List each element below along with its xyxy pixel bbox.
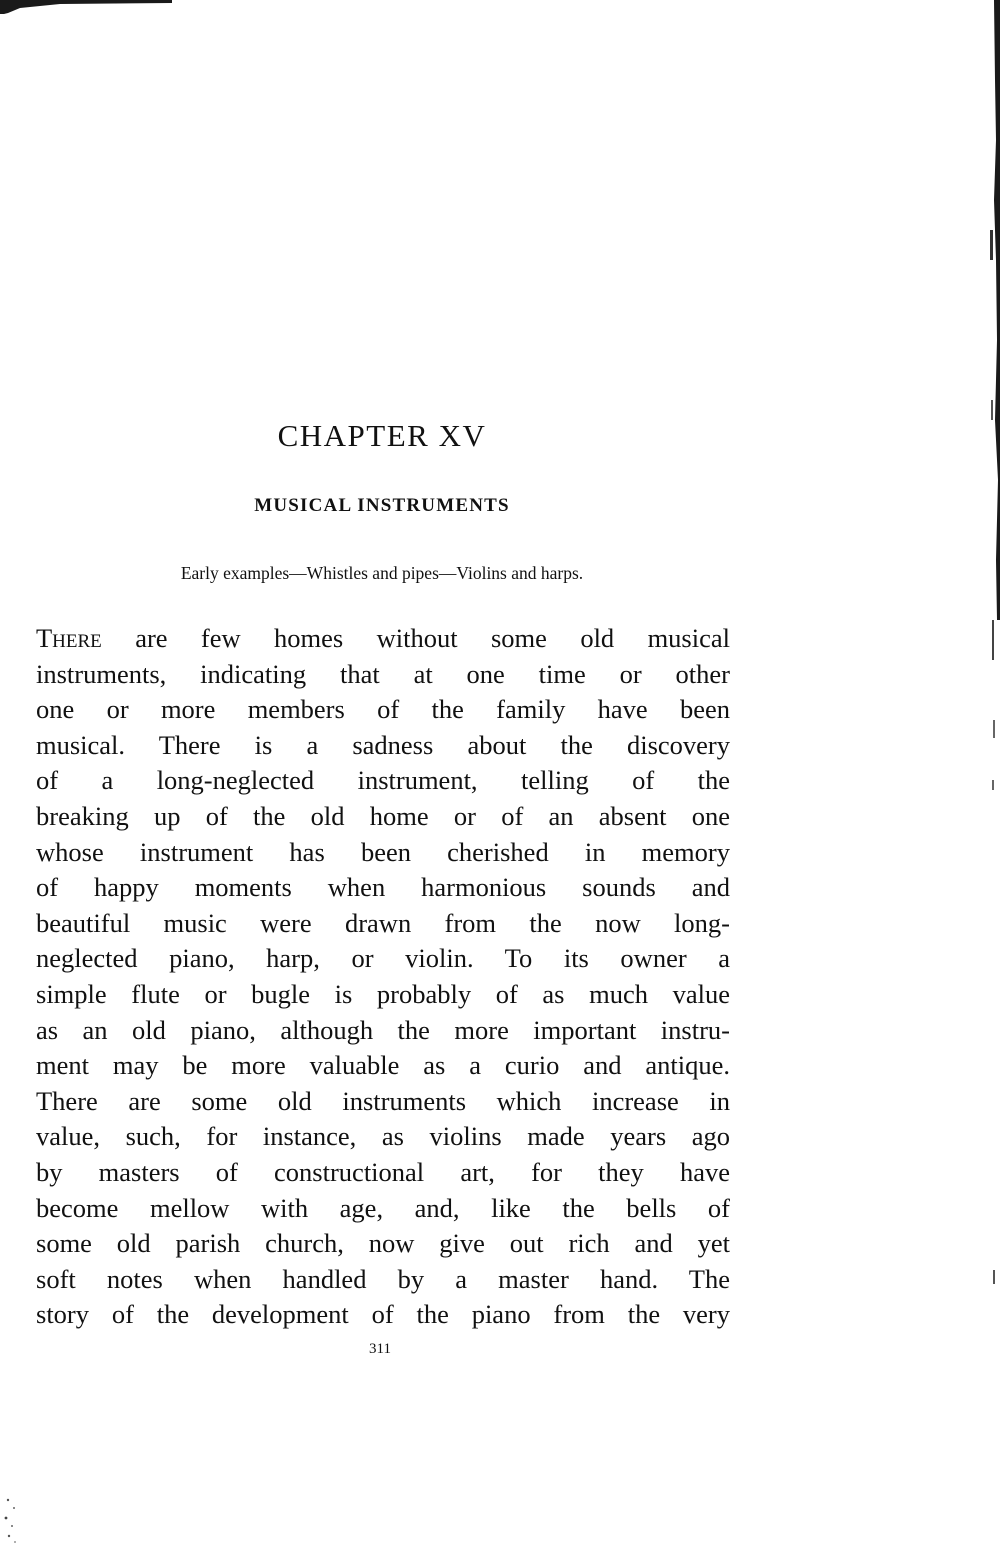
body-line: some old parish church, now give out rich and yet: [36, 1228, 730, 1259]
scan-artifact-right-edge: [984, 0, 1000, 620]
page-number: 311: [369, 1341, 391, 1357]
body-line: musical. There is a sadness about the discovery: [36, 729, 730, 760]
body-line: neglected piano, harp, or violin. To its owner a: [36, 943, 730, 974]
chapter-title: CHAPTER XV: [277, 418, 487, 453]
scan-artifact-top: [0, 0, 172, 14]
chapter-subtitle: MUSICAL INSTRUMENTS: [254, 495, 510, 516]
lead-word: There: [36, 623, 102, 653]
body-line-text: are few homes without some old musical: [135, 623, 730, 653]
body-line: instruments, indicating that at one time or other: [36, 658, 730, 689]
body-line: value, such, for instance, as violins made years ago: [36, 1121, 730, 1152]
body-line: There are some old instruments which increase in: [36, 1085, 730, 1116]
body-line: breaking up of the old home or of an absent one: [36, 800, 730, 831]
scan-artifact-right-edge-lower: [984, 620, 1000, 1320]
body-line: story of the development of the piano from the very: [36, 1299, 730, 1330]
body-line: as an old piano, although the more important instru-: [36, 1014, 730, 1045]
body-line: beautiful music were drawn from the now long-: [36, 907, 730, 938]
body-line: become mellow with age, and, like the bells of: [36, 1192, 730, 1223]
body-line: soft notes when handled by a master hand. The: [36, 1263, 730, 1294]
chapter-synopsis: Early examples—Whistles and pipes—Violins and harps.: [180, 563, 584, 583]
body-line: [36, 621, 730, 657]
body-line: of happy moments when harmonious sounds and: [36, 872, 730, 903]
body-paragraph: [36, 621, 730, 1333]
body-line: ment may be more valuable as a curio and antique.: [36, 1050, 730, 1081]
body-line: simple flute or bugle is probably of as much value: [36, 978, 730, 1009]
body-line: of a long-neglected instrument, telling of the: [36, 765, 730, 796]
body-line: whose instrument has been cherished in memory: [36, 836, 730, 867]
body-line: by masters of constructional art, for they have: [36, 1156, 730, 1187]
body-line: one or more members of the family have been: [36, 694, 730, 725]
scan-artifact-specks: [0, 1490, 30, 1550]
